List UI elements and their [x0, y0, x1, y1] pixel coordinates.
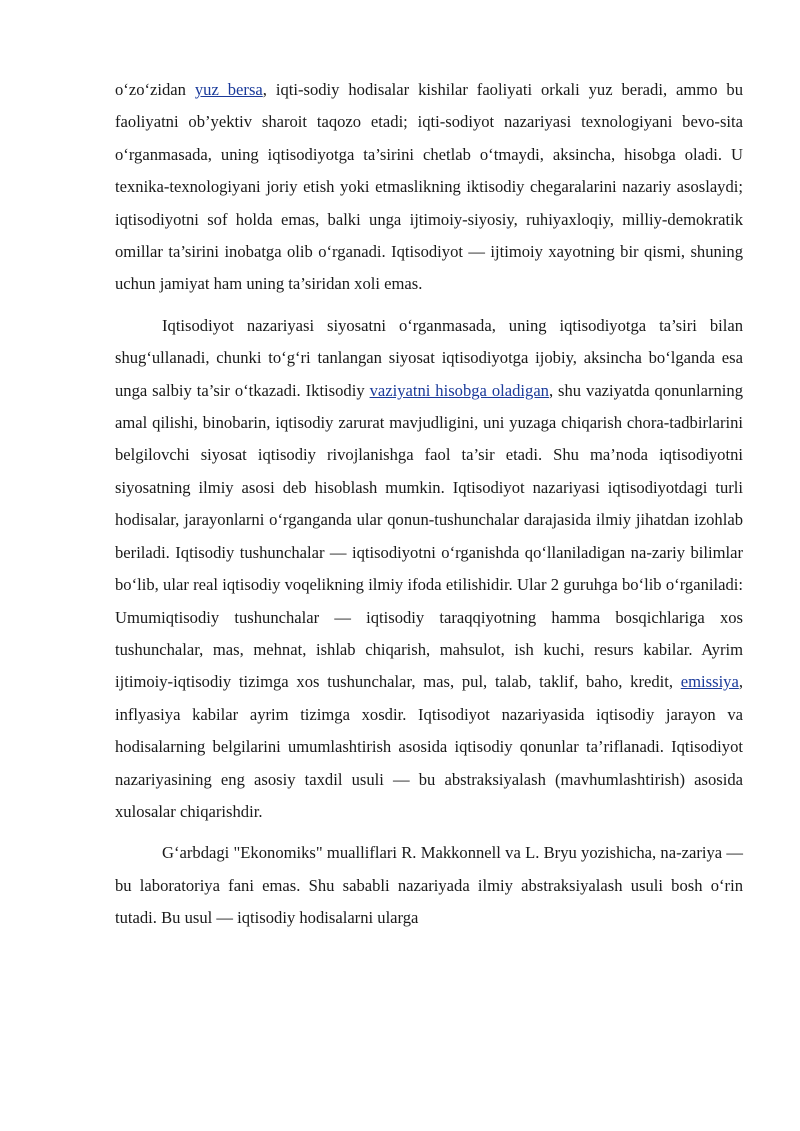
text-run: Iqtisodiyot nazariyasi siyosatni o‘rganmasada, uning iqtisodiyotga ta’siri bilan shug‘ullanadi, chunki to‘g‘ri tanlangan siyosat iqtisodiyotga ijobiy, aksincha bo‘lganda esa unga salbiy ta’sir o‘tkazadi. Iktisodiy: [115, 315, 743, 400]
paragraph-2: [115, 310, 743, 829]
text-run: o‘zo‘zidan: [115, 80, 195, 99]
paragraph-3: [115, 837, 743, 934]
link-vaziyatni-hisobga-oladigan[interactable]: vaziyatni hisobga oladigan: [369, 380, 549, 400]
paragraph-1: [115, 74, 743, 301]
text-run: , shu vaziyatda qonunlarning amal qilishi, binobarin, iqtisodiy zarurat mavjudligini, uni yuzaga chiqarish chora-tadbirlarini belgilovchi siyosat iqtisodiy rivojlanishga faol ta’sir etadi. Shu ma’noda iqtisodiyotni siyosatning ilmiy asosi deb hisoblash mumkin. Iqtisodiyot nazariyasi iqtisodiyotdagi turli hodisalar, jarayonlarni o‘rganganda ular qonun-tushunchalar darajasida ilmiy jihatdan izohlab beriladi. Iqtisodiy tushunchalar — iqtisodiyotni o‘rganishda qo‘llaniladigan na-zariy bilimlar bo‘lib, ular real iqtisodiy voqelikning ilmiy ifoda etilishidir. Ular 2 guruhga bo‘lib o‘rganiladi: Umumiqtisodiy tushunchalar — iqtisodiy taraqqiyotning hamma bosqichlariga xos tushunchalar, mas, mehnat, ishlab chiqarish, mahsulot, ish kuchi, resurs kabilar. Ayrim ijtimoiy-iqtisodiy tizimga xos tushunchalar, mas, pul, talab, taklif, baho, kredit,: [115, 380, 743, 692]
text-run: G‘arbdagi "Ekonomiks" mualliflari R. Makkonnell va L. Bryu yozishicha, na-zariya — bu laboratoriya fani emas. Shu sababli nazariyada ilmiy abstraksiyalash usuli bosh o‘rin tutadi. Bu usul — iqtisodiy hodisalarni ularga: [115, 843, 743, 928]
text-run: , iqti-sodiy hodisalar kishilar faoliyati orkali yuz beradi, ammo bu faoliyatni ob’yektiv sharoit taqozo etadi; iqti-sodiyot nazariyasi texnologiyani bevo-sita o‘rganmasada, uning iqtisodiyotga ta’sirini chetlab o‘tmaydi, aksincha, hisobga oladi. U texnika-texnologiyani joriy etish yoki etmaslikning iktisodiy chegaralarini nazariy asoslaydi; iqtisodiyotni sof holda emas, balki unga ijtimoiy-siyosiy, ruhiyaxloqiy, milliy-demokratik omillar ta’sirini inobatga olib o‘rganadi. Iqtisodiyot — ijtimoiy xayotning bir qismi, shuning uchun jamiyat ham uning ta’siridan xoli emas.: [115, 80, 744, 294]
text-run: , inflyasiya kabilar ayrim tizimga xosdir. Iqtisodiyot nazariyasida iqtisodiy jarayon va hodisalarning belgilarini umumlashtirish asosida iqtisodiy qonunlar ta’riflanadi. Iqtisodiyot nazariyasining eng asosiy taxdil usuli — bu abstraksiyalash (mavhumlashtirish) asosida xulosalar chiqarishdir.: [115, 672, 743, 821]
link-yuz-bersa[interactable]: yuz bersa: [194, 80, 263, 99]
link-emissiya[interactable]: emissiya: [680, 672, 739, 692]
